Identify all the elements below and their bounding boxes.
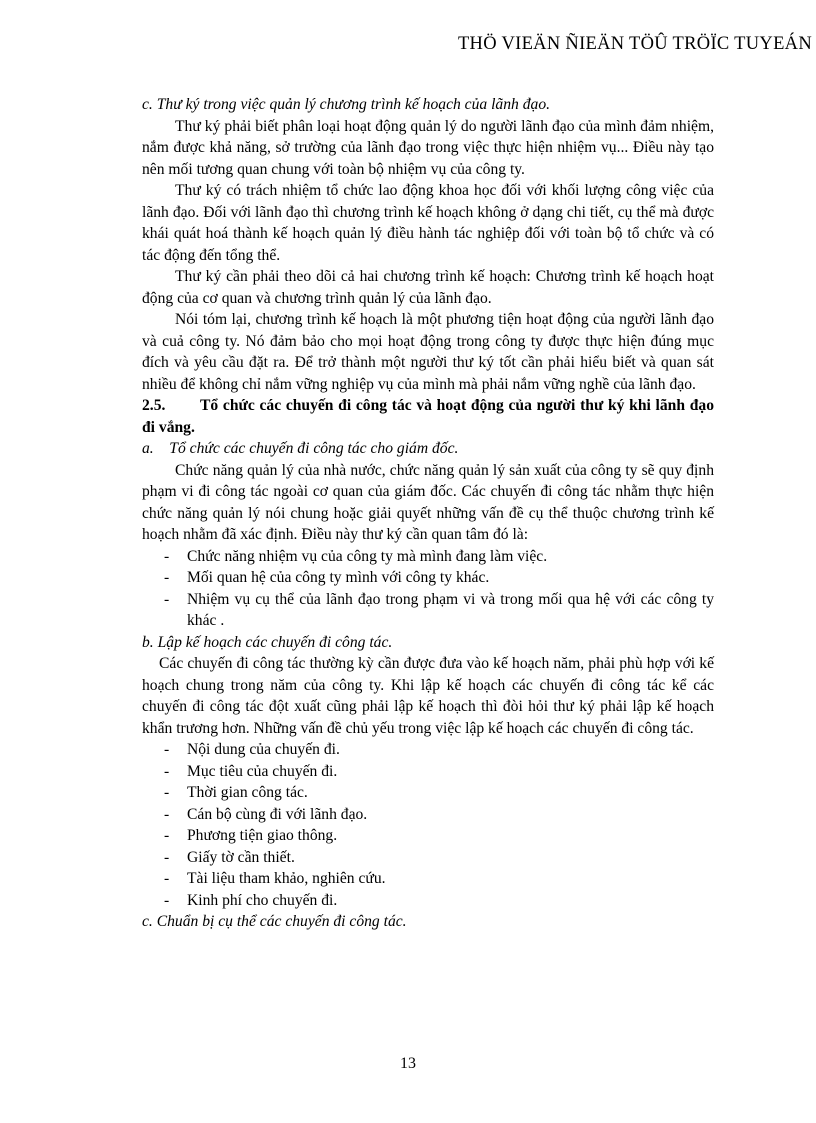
paragraph: Các chuyến đi công tác thường kỳ cần được đưa vào kế hoạch năm, phải phù hợp với kế hoạch chung trong năm của công ty. Khi lập kế hoạch các chuyến đi công tác kể các chuyến đi công tác đột xuất cũng phải lập kế hoạch thì đòi hỏi thư ký phải lập kế hoạch khẩn trương hơn. Những vấn đề chủ yếu trong việc lập kế hoạch các chuyến đi công tác. bbox=[142, 655, 714, 737]
paragraph: Thư ký có trách nhiệm tổ chức lao động khoa học đối với khối lượng công việc của lãnh đạo. Đối với lãnh đạo thì chương trình kế hoạch không ở dạng chi tiết, cụ thể mà được khái quát hoá thành kế hoạch quản lý điều hành tác nghiệp đối với toàn bộ tổ chức và có tác động đến tổng thể. bbox=[142, 182, 714, 264]
paragraph: Chức năng quản lý của nhà nước, chức năng quản lý sản xuất của công ty sẽ quy định phạm vi đi công tác ngoài cơ quan của giám đốc. Các chuyến đi công tác nhằm thực hiện chức năng quản lý nói chung hoặc giải quyết những vấn đề cụ thể thuộc chương trình kế hoạch nhằm đã xác định. Điều này thư ký cần quan tâm đó là: bbox=[142, 461, 714, 543]
list-item: - Thời gian công tác. bbox=[142, 782, 714, 804]
section-number: 2.5. bbox=[142, 397, 166, 414]
list-item: - Phương tiện giao thông. bbox=[142, 825, 714, 847]
subsection-b-title: b. Lập kế hoạch các chuyến đi công tác. bbox=[142, 633, 393, 651]
list-item: - Chức năng nhiệm vụ của công ty mà mình đang làm việc. bbox=[142, 546, 714, 568]
list-item: - Giấy tờ cần thiết. bbox=[142, 847, 714, 869]
page-body bbox=[142, 94, 714, 933]
section-heading-text: Tổ chức các chuyến đi công tác và hoạt động của người thư ký khi lãnh đạo đi vắng. bbox=[142, 397, 714, 436]
list-item: - Kinh phí cho chuyến đi. bbox=[142, 890, 714, 912]
subsection-c-title: c. Chuẩn bị cụ thể các chuyến đi công tác. bbox=[142, 913, 407, 930]
paragraph: Thư ký cần phải theo dõi cả hai chương trình kế hoạch: Chương trình kế hoạch hoạt động của cơ quan và chương trình quản lý của lãnh đạo. bbox=[142, 268, 714, 307]
section-heading bbox=[142, 395, 714, 438]
section-c-title: c. Thư ký trong việc quản lý chương trình kế hoạch của lãnh đạo. bbox=[142, 96, 551, 113]
dash-list bbox=[142, 546, 714, 632]
list-item: - Nội dung của chuyến đi. bbox=[142, 739, 714, 761]
paragraph: Nói tóm lại, chương trình kế hoạch là một phương tiện hoạt động của người lãnh đạo và cuả công ty. Nó đảm bảo cho mọi hoạt động trong công ty được thực hiện đúng mục đích và yêu cầu đặt ra. Để trở thành một người thư ký tốt cần phải hiểu biết và quan sát nhiều để không chỉ nắm vững nghiệp vụ của mình mà phải nắm vững nghề của lãnh đạo. bbox=[142, 311, 714, 393]
subsection-a-title: a. Tổ chức các chuyến đi công tác cho giám đốc. bbox=[142, 440, 459, 457]
list-item: - Tài liệu tham khảo, nghiên cứu. bbox=[142, 868, 714, 890]
page-header: THÖ VIEÄN ÑIEÄN TÖÛ TRÖÏC TUYEÁN bbox=[457, 34, 812, 54]
list-item: - Cán bộ cùng đi với lãnh đạo. bbox=[142, 804, 714, 826]
list-item: - Mục tiêu của chuyến đi. bbox=[142, 761, 714, 783]
list-item: - Nhiệm vụ cụ thể của lãnh đạo trong phạm vi và trong mối qua hệ với các công ty khác . bbox=[142, 589, 714, 632]
list-item: - Mối quan hệ của công ty mình với công ty khác. bbox=[142, 567, 714, 589]
dash-list bbox=[142, 739, 714, 911]
paragraph: Thư ký phải biết phân loại hoạt động quản lý do người lãnh đạo của mình đảm nhiệm, nắm được khả năng, sở trường của lãnh đạo trong việc thực hiện nhiệm vụ... Điều này tạo nên mối tương quan chung với toàn bộ nhiệm vụ của công ty. bbox=[142, 117, 714, 178]
page-number: 13 bbox=[400, 1055, 416, 1072]
